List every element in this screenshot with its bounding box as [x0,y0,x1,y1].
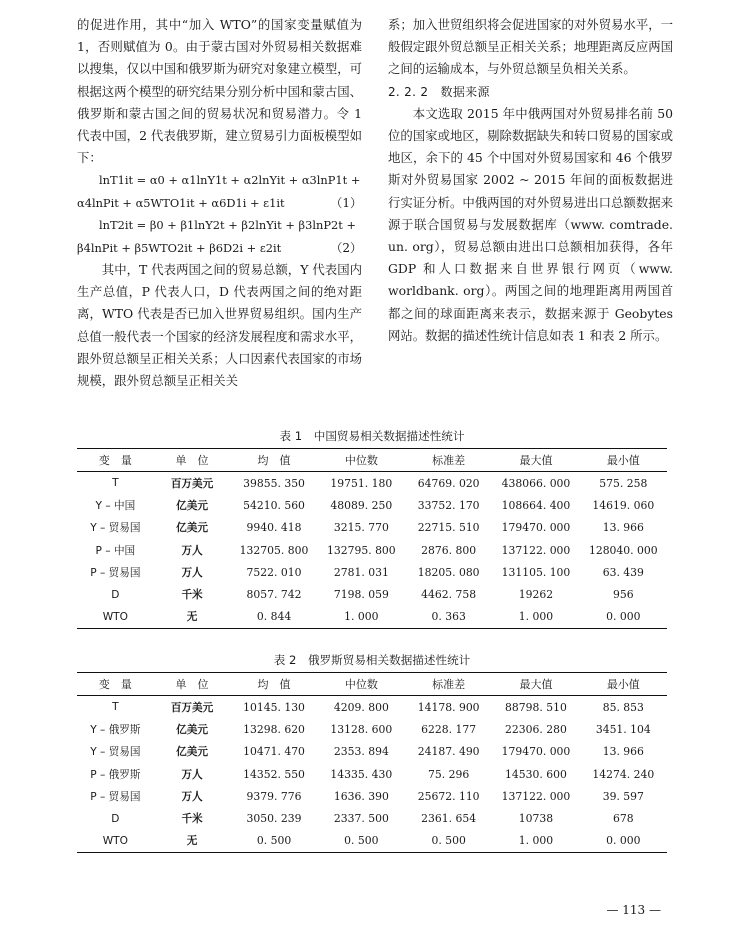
table-row [77,696,667,719]
table-row [77,583,667,605]
left-paragraph-2: 其中，T 代表两国之间的贸易总额，Y 代表国内生产总值，P 代表人口，D 代表两国之间的绝对距离，WTO 代表是否已加入世界贸易组织。国内生产总值一般代表一个国家的经济发展程度和需求水平，跟外贸总额呈正相关关系；人口因素代表国家的市场规模，跟外贸总额呈正相关关 [77,262,362,389]
table-cell: 3215. 770 [333,521,389,535]
right-column [388,14,673,347]
table-cell: 1. 000 [518,834,554,848]
table-cell: 1. 000 [344,610,379,624]
equation-2-line-1 [77,214,362,236]
table-cell: 132705. 800 [239,543,309,557]
table-cell: T [112,477,119,490]
equation-1-line-1 [77,169,362,191]
equation-2-text-1: lnT2it = β0 + β1lnY2t + β2lnYit + β3lnP2t + [99,218,356,233]
table-row [77,494,667,516]
equation-1-number: （1） [330,195,362,210]
table-row [77,539,667,561]
table-2 [77,672,667,853]
table-cell: 18205. 080 [417,565,480,579]
table-cell: P – 中国 [95,544,136,557]
left-paragraph-1: 的促进作用，其中“加入 WTO”的国家变量赋值为 1，否则赋值为 0。由于蒙古国对外贸易相关数据难以搜集，仅以中国和俄罗斯为研究对象建立模型，可根据这两个模型的研究结果分别分析中国和蒙古国、俄罗斯和蒙古国之间的贸易状况和贸易潜力。令 1 代表中国，2 代表俄罗斯，建立贸易引力面板模型如下： [77,17,362,166]
table-cell: P – 俄罗斯 [90,768,141,781]
table-cell: 0. 000 [606,834,641,848]
table-cell: 3451. 104 [595,722,651,736]
table-cell: 7522. 010 [246,565,302,579]
table-cell: 108664. 400 [501,498,571,512]
table-cell: 54210. 560 [243,498,305,512]
table-cell: 14274. 240 [592,767,655,781]
table-row [77,606,667,629]
table-cell: 2353. 894 [333,745,389,759]
table-cell: Y – 贸易国 [90,522,141,535]
table-cell: 22306. 280 [505,722,567,736]
table-header-cell: 单 位 [154,449,231,472]
table-cell: 2361. 654 [421,812,477,826]
table-cell: 14530. 600 [505,767,567,781]
table-row [77,517,667,539]
table-cell: 1636. 390 [333,789,389,803]
table-cell: 万人 [181,768,203,781]
table-2-caption: 表 2 俄罗斯贸易相关数据描述性统计 [273,653,471,667]
table-cell: 亿美元 [176,499,208,512]
table-cell: 9379. 776 [246,789,302,803]
table-cell: 10738 [518,812,554,826]
table-cell: 0. 844 [256,610,292,624]
equation-2-line-2 [77,237,362,259]
table-cell: 75. 296 [428,767,470,781]
table-cell: 25672. 110 [417,789,480,803]
section-heading: 2. 2. 2 数据来源 [388,84,490,99]
table-cell: Y – 中国 [95,499,136,512]
table-cell: 33752. 170 [417,498,480,512]
table-cell: 2876. 800 [421,543,477,557]
table-cell: Y – 贸易国 [90,746,141,759]
table-cell: D [111,812,120,825]
table-cell: 14335. 430 [330,767,393,781]
table-header-cell: 标准差 [405,673,492,696]
table-row [77,741,667,763]
table-cell: 13. 966 [602,521,644,535]
table-row [77,561,667,583]
table-cell: WTO [102,610,128,623]
table-header-cell: 中位数 [318,673,405,696]
table-header-cell: 最小值 [580,449,667,472]
table-cell: 14619. 060 [592,498,655,512]
equation-1-line-2 [77,192,362,214]
table-cell: 137122. 000 [501,543,571,557]
table-cell: 88798. 510 [505,700,567,714]
table-cell: 575. 258 [599,476,648,490]
table-1-caption: 表 1 中国贸易相关数据描述性统计 [279,429,465,443]
table-cell: 无 [186,835,198,848]
table-cell: 179470. 000 [501,521,571,535]
right-paragraph-2: 本文选取 2015 年中俄两国对外贸易排名前 50 位的国家或地区，剔除数据缺失和转口贸易的国家或地区，余下的 45 个中国对外贸易国家和 46 个俄罗斯对外贸易国家 2002 ~ 2015 年间的面板数据进行实证分析。中俄两国的对外贸易进出口总额数据来源于联合国贸易与发展数据库（www. comtrade. un. org），贸易总额由进出口总额相加获得，各年 GDP 和人口数据来自世界银行网页（www. worldbank. org）。两国之间的地理距离用两国首都之间的球面距离来表示，数据来源于 Geobytes 网站。数据的描述性统计信息如表 1 和表 2 所示。 [388,105,673,343]
table-cell: 亿美元 [176,522,208,535]
table-cell: 8057. 742 [246,588,302,602]
left-column [77,14,362,392]
table-cell: 4462. 758 [421,588,477,602]
table-1-header-row [77,449,667,472]
table-cell: 千米 [181,813,203,826]
table-cell: 13. 966 [602,745,644,759]
table-cell: 63. 439 [602,565,644,579]
table-header-cell: 均 值 [230,673,317,696]
page-number: — 113 — [606,903,661,917]
table-cell: 0. 363 [431,610,466,624]
table-cell: P – 贸易国 [90,566,141,579]
table-cell: 0. 500 [431,834,466,848]
table-cell: 百万美元 [170,477,214,490]
right-paragraph-1: 系；加入世贸组织将会促进国家的对外贸易水平，一般假定跟外贸总额呈正相关关系；地理距离反应两国之间的运输成本，与外贸总额呈负相关关系。 [388,17,673,77]
table-cell: 10471. 470 [243,745,305,759]
table-cell: Y – 俄罗斯 [90,723,141,736]
table-header-cell: 中位数 [318,449,405,472]
table-header-cell: 单 位 [154,673,231,696]
table-cell: 千米 [181,589,203,602]
table-cell: 14178. 900 [417,700,480,714]
table-cell: 3050. 239 [246,812,302,826]
table-1-block [77,426,667,629]
table-cell: 无 [186,611,198,624]
table-cell: 19262 [518,588,554,602]
table-cell: D [111,588,120,601]
equation-2-number: （2） [330,240,362,255]
equation-2-text-2: β4lnPit + β5WTO2it + β6D2i + ε2it [77,240,282,255]
table-cell: 百万美元 [170,701,214,714]
table-cell: 7198. 059 [333,588,389,602]
table-cell: 132795. 800 [326,543,396,557]
table-cell: 14352. 550 [243,767,305,781]
table-header-cell: 变 量 [77,449,154,472]
table-cell: 128040. 000 [588,543,658,557]
table-header-cell: 均 值 [230,449,317,472]
table-cell: 亿美元 [176,723,208,736]
table-cell: 19751. 180 [330,476,393,490]
table-cell: 956 [613,588,634,602]
table-cell: P – 贸易国 [90,790,141,803]
table-header-cell: 标准差 [405,449,492,472]
table-2-header-row [77,673,667,696]
table-cell: 438066. 000 [501,476,571,490]
table-cell: 9940. 418 [246,521,302,535]
table-cell: T [112,701,119,714]
table-header-cell: 最小值 [580,673,667,696]
table-cell: WTO [102,834,128,847]
table-cell: 39855. 350 [243,476,305,490]
table-cell: 64769. 020 [417,476,480,490]
table-cell: 10145. 130 [243,700,305,714]
table-row [77,807,667,829]
table-cell: 2337. 500 [333,812,389,826]
table-row [77,763,667,785]
table-cell: 0. 500 [256,834,292,848]
table-cell: 亿美元 [176,746,208,759]
table-cell: 22715. 510 [417,521,480,535]
table-cell: 85. 853 [602,700,644,714]
table-cell: 179470. 000 [501,745,571,759]
table-cell: 万人 [181,544,203,557]
table-row [77,830,667,853]
table-cell: 39. 597 [602,789,644,803]
table-header-cell: 变 量 [77,673,154,696]
table-row [77,718,667,740]
table-cell: 4209. 800 [333,700,389,714]
table-header-cell: 最大值 [492,673,579,696]
table-cell: 13298. 620 [243,722,305,736]
equation-1-text-1: lnT1it = α0 + α1lnY1t + α2lnYit + α3lnP1t + [99,173,361,188]
equation-1-text-2: α4lnPit + α5WTO1it + α6D1i + ε1it [77,195,285,210]
table-cell: 131105. 100 [501,565,571,579]
table-row [77,472,667,495]
table-cell: 0. 500 [344,834,379,848]
table-cell: 137122. 000 [501,789,571,803]
table-cell: 1. 000 [518,610,554,624]
table-cell: 2781. 031 [333,565,389,579]
table-cell: 6228. 177 [421,722,477,736]
table-1 [77,448,667,629]
table-cell: 24187. 490 [417,745,480,759]
table-header-cell: 最大值 [492,449,579,472]
table-cell: 0. 000 [606,610,641,624]
table-cell: 48089. 250 [330,498,393,512]
table-cell: 13128. 600 [330,722,393,736]
table-cell: 678 [613,812,634,826]
table-2-block [77,650,667,853]
table-row [77,785,667,807]
table-cell: 万人 [181,790,203,803]
table-cell: 万人 [181,566,203,579]
